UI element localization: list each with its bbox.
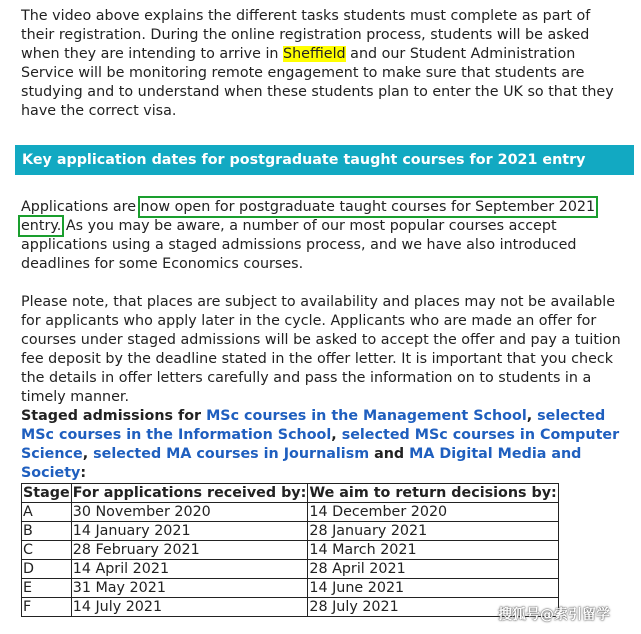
application-dates-table	[21, 483, 559, 617]
colon: :	[80, 465, 87, 481]
separator: ,	[82, 446, 94, 462]
stage-cell: E	[22, 579, 72, 598]
header-received-by: For applications received by:	[72, 485, 307, 501]
received-by-cell: 28 February 2021	[71, 541, 308, 560]
table-row	[22, 598, 559, 617]
table-row	[22, 560, 559, 579]
decision-by-cell: 14 March 2021	[308, 541, 558, 560]
received-by-cell: 31 May 2021	[71, 579, 308, 598]
table-header-row	[22, 484, 559, 503]
note-paragraph: Please note, that places are subject to availability and places may not be available for applicants who apply later in the cycle. Applicants who are made an offer for courses under staged admissions will be asked to accept the offer and pay a tuition fee deposit by the deadline stated in the offer letter. It is important that you check the details in offer letters carefully and pass the information on to students in a timely manner.	[21, 294, 621, 405]
link-journalism[interactable]: selected MA courses in Journalism	[93, 446, 370, 462]
intro-paragraph	[21, 7, 627, 121]
decision-by-cell: 14 June 2021	[308, 579, 558, 598]
staged-prefix: Staged admissions for	[21, 408, 207, 424]
applications-lead: Applications are	[21, 199, 141, 215]
applications-rest: As you may be aware, a number of our most popular courses accept applications using a staged admissions process, and we have also introduced deadlines for some Economics courses.	[21, 218, 577, 272]
link-digital-media-society[interactable]: MA Digital Media and Society	[21, 446, 582, 481]
boxed-announcement: now open for postgraduate taught courses for September 2021 entry.	[21, 199, 596, 234]
separator: and	[369, 446, 410, 462]
intro-text: The video above explains the different tasks students must complete as part of their registration. During the online registration process, students will be asked when they are intending to arrive in	[21, 8, 591, 62]
link-management-school[interactable]: MSc courses in the Management School	[206, 408, 527, 424]
stage-cell: F	[22, 598, 72, 617]
header-decisions-by: We aim to return decisions by:	[309, 485, 557, 501]
highlighted-city: Sheffield	[283, 46, 346, 62]
link-information-school[interactable]: selected MSc courses in the Information School	[21, 408, 606, 443]
decision-by-cell: 28 January 2021	[308, 522, 558, 541]
intro-text-continued: and our Student Administration Service will be monitoring remote engagement to make sure that students are studying and to understand when these students plan to enter the UK so that they have the correct visa.	[21, 46, 614, 119]
table-row	[22, 522, 559, 541]
decision-by-cell: 14 December 2020	[308, 503, 558, 522]
decision-by-cell: 28 July 2021	[308, 598, 558, 617]
decision-by-cell: 28 April 2021	[308, 560, 558, 579]
received-by-cell: 30 November 2020	[71, 503, 308, 522]
staged-admissions-paragraph	[21, 407, 627, 483]
header-stage: Stage	[23, 485, 70, 501]
section-heading-banner: Key application dates for postgraduate taught courses for 2021 entry	[15, 145, 634, 175]
received-by-cell: 14 January 2021	[71, 522, 308, 541]
applications-paragraph	[21, 198, 627, 274]
table-row	[22, 503, 559, 522]
stage-cell: C	[22, 541, 72, 560]
stage-cell: D	[22, 560, 72, 579]
table-row	[22, 579, 559, 598]
link-computer-science[interactable]: selected MSc courses in Computer Science	[21, 427, 620, 462]
table-row	[22, 541, 559, 560]
received-by-cell: 14 July 2021	[71, 598, 308, 617]
stage-cell: B	[22, 522, 72, 541]
watermark-text: 搜狐号@索引留学	[498, 607, 610, 623]
separator: ,	[331, 427, 342, 443]
received-by-cell: 14 April 2021	[71, 560, 308, 579]
stage-cell: A	[22, 503, 72, 522]
separator: ,	[526, 408, 538, 424]
